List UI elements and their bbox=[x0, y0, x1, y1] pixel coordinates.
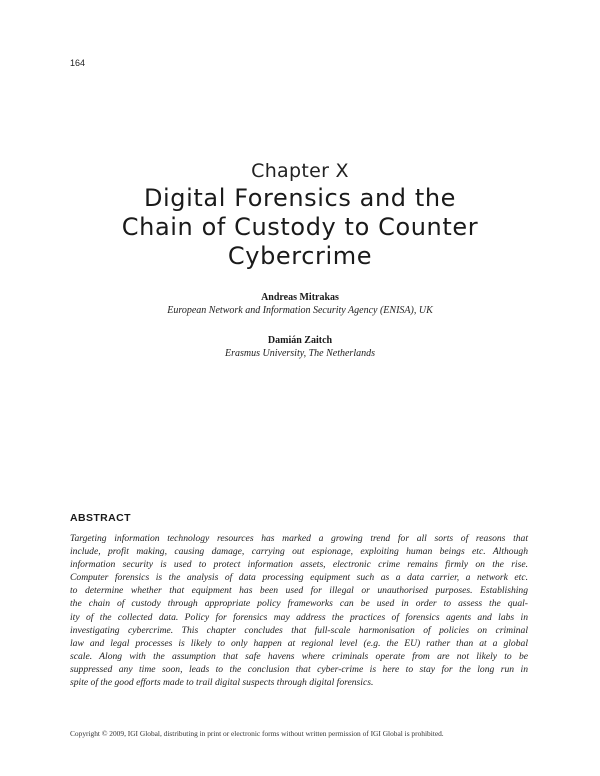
abstract-line: spite of the good efforts made to trail digital suspects through digital forensics. bbox=[70, 677, 374, 689]
abstract-line: to determine whether that equipment has been used for illegal or unauthorised purposes. Establishing bbox=[70, 585, 528, 597]
abstract-line: suppressed any time soon, leads to the conclusion that cyber-crime is here to stay for the long run in bbox=[70, 663, 528, 675]
abstract-line: include, profit making, causing damage, carrying out espionage, exploiting human beings etc. Although bbox=[70, 546, 528, 558]
abstract-line: law and legal processes is likely to only happen at regional level (e.g. the EU) rather than at a global bbox=[70, 637, 528, 649]
author-affiliation: Erasmus University, The Netherlands bbox=[225, 348, 375, 359]
chapter-title-line: Chain of Custody to Counter bbox=[121, 213, 479, 241]
abstract-line: information security is used to protect information assets, electronic crime remains firmly on the rise. bbox=[70, 559, 528, 571]
author-name: Damián Zaitch bbox=[267, 335, 333, 346]
chapter-title bbox=[60, 184, 540, 271]
chapter-label: Chapter X bbox=[251, 160, 349, 182]
abstract-line: investigating cybercrime. This chapter concludes that full-scale harmonisation of policies on criminal bbox=[70, 624, 528, 636]
author-block bbox=[0, 292, 600, 316]
author-affiliation: European Network and Information Security Agency (ENISA), UK bbox=[167, 305, 433, 316]
abstract-heading: ABSTRACT bbox=[70, 512, 131, 524]
abstract-line: the chain of custody through appropriate policy frameworks can be used in order to assess the qual- bbox=[70, 598, 528, 610]
abstract-line: ity of the collected data. Policy for forensics may address the practices of forensics agents and labs in bbox=[70, 611, 528, 623]
author-name: Andreas Mitrakas bbox=[261, 292, 339, 303]
author-block bbox=[0, 335, 600, 359]
abstract-line: Targeting information technology resources has marked a growing trend for all sorts of reasons that bbox=[70, 533, 528, 544]
abstract-line: Computer forensics is the analysis of data processing equipment such as a data carrier, a network etc. bbox=[70, 572, 528, 584]
abstract-line: scale. Along with the assumption that safe havens where criminals operate from are not likely to be bbox=[70, 650, 528, 662]
page-number: 164 bbox=[70, 58, 86, 68]
abstract-body bbox=[70, 532, 528, 689]
chapter-title-line: Cybercrime bbox=[227, 242, 373, 270]
copyright-notice: Copyright © 2009, IGI Global, distributing in print or electronic forms without written permission of IGI Global is prohibited. bbox=[70, 729, 444, 738]
chapter-title-line: Digital Forensics and the bbox=[143, 184, 457, 212]
